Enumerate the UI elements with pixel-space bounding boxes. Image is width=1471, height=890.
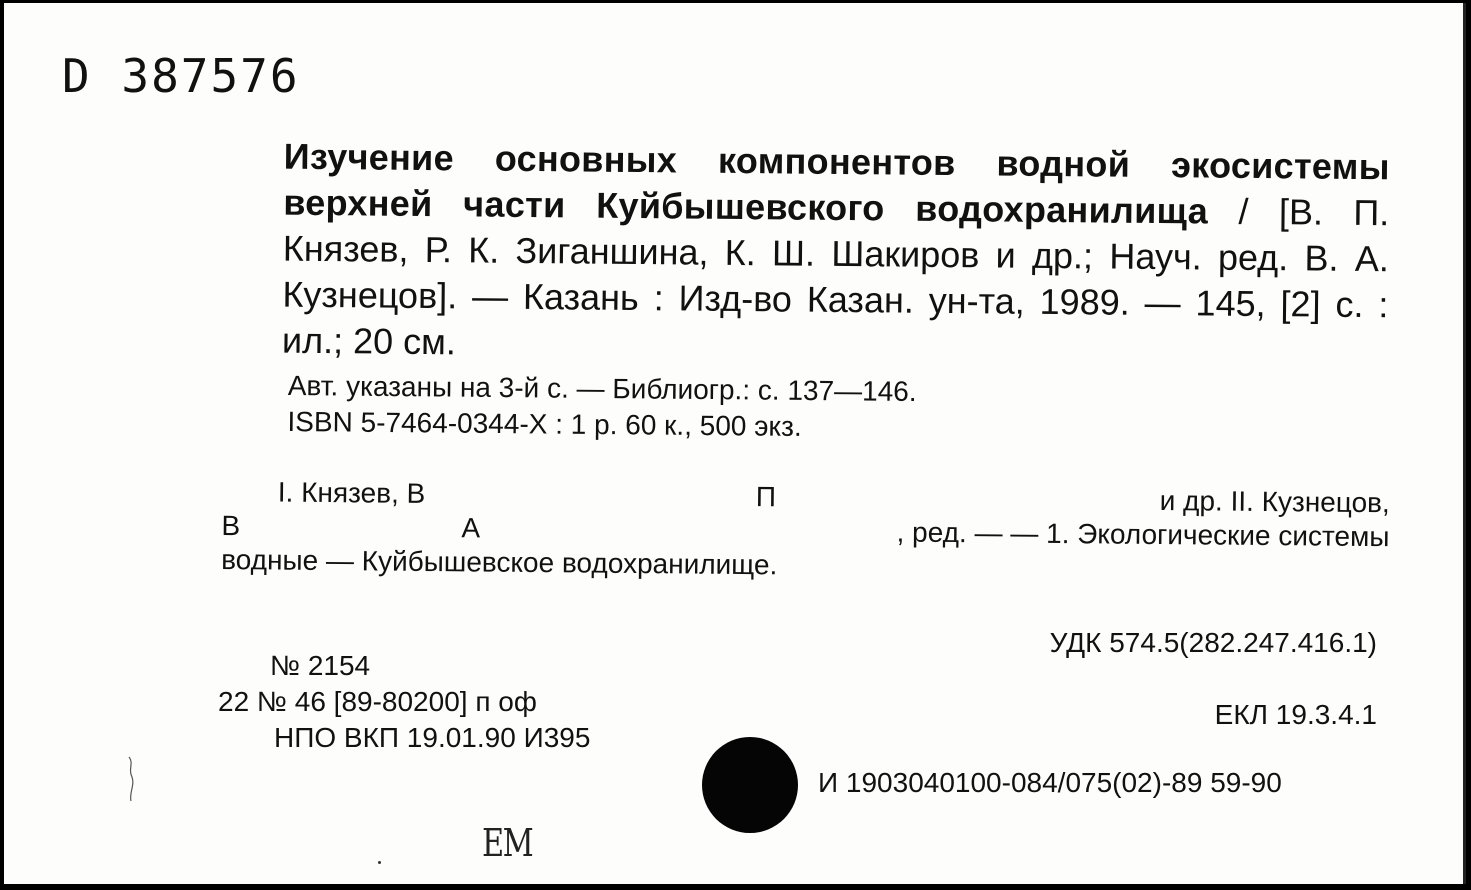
tracing-1a: I. Князев, В bbox=[277, 476, 426, 509]
pencil-mark bbox=[126, 755, 136, 803]
order-line-3: НПО ВКП 19.01.90 И395 bbox=[274, 722, 591, 753]
stamp-mark: ЕМ bbox=[482, 821, 533, 865]
tracing-3: водные — Куйбышевское водохранилище. bbox=[221, 543, 778, 581]
order-block bbox=[218, 648, 590, 756]
order-line-2: 22 № 46 [89-80200] п оф bbox=[218, 686, 537, 717]
tracing-2b: А bbox=[461, 512, 481, 544]
udc-code: УДК 574.5(282.247.416.1) bbox=[1049, 627, 1377, 658]
tracing-2c: , ред. — — 1. Экологические системы bbox=[896, 516, 1390, 553]
classification-code: И 1903040100-084/075(02)-89 59-90 bbox=[818, 767, 1282, 798]
order-number: № 2154 bbox=[270, 650, 371, 681]
tracing-1b: П bbox=[755, 481, 777, 513]
title-main: Изучение основных компонентов водной экосистемы верхней части Куйбышевского водохранилища bbox=[283, 135, 1390, 232]
authors-note: Авт. указаны на 3-й с. — Библиогр.: с. 137—146. bbox=[287, 369, 917, 408]
isbn-price: ISBN 5-7464-0344-X : 1 р. 60 к., 500 экз. bbox=[287, 405, 802, 442]
speck bbox=[378, 861, 381, 864]
notes-block bbox=[287, 368, 916, 446]
card-number: D 387576 bbox=[62, 49, 300, 103]
ekl-code: ЕКЛ 19.3.4.1 bbox=[1214, 699, 1377, 730]
bibliographic-description bbox=[216, 133, 1390, 374]
title-responsibility: / [В. П. Князев, Р. К. Зиганшина, К. Ш. Шакиров и др.; Науч. ред. В. А. Кузнецов]. — Казань : Изд-во Казан. ун-та, 1989. — 145, [2] с. : ил.; 20 см. bbox=[281, 190, 1390, 363]
catalog-card bbox=[4, 3, 1466, 884]
tracing-1c: и др. II. Кузнецов, bbox=[1159, 485, 1390, 519]
tracings bbox=[221, 475, 1390, 588]
tracing-2a: В bbox=[221, 509, 241, 542]
punch-hole bbox=[702, 737, 798, 833]
